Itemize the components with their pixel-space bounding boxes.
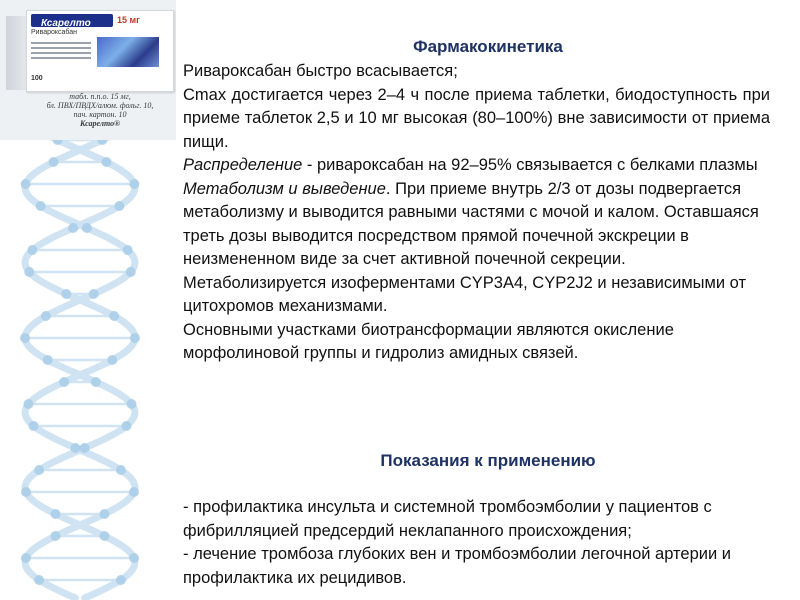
section-title-pharmacokinetics: Фармакокинетика bbox=[413, 37, 563, 56]
dna-bead bbox=[101, 157, 111, 167]
inn-label: Ривароксабан bbox=[31, 29, 78, 36]
box-front bbox=[26, 10, 174, 92]
dna-bead bbox=[129, 553, 139, 563]
distribution-paragraph bbox=[183, 154, 770, 178]
brand-bar bbox=[31, 14, 113, 27]
dna-bead bbox=[34, 575, 44, 585]
box-caption-line: табл. п.п.о. 15 мг, bbox=[69, 92, 131, 101]
indication-item: - лечение тромбоза глубоких вен и тромбоэмболии легочной артерии и профилактика их рецидивов. bbox=[183, 545, 731, 587]
pharmacokinetics-text bbox=[183, 60, 770, 366]
brand-name: Ксарелто bbox=[41, 18, 91, 29]
section-title-indications: Показания к применению bbox=[380, 451, 596, 470]
box-side bbox=[6, 16, 28, 90]
dna-bead bbox=[116, 575, 126, 585]
dna-bead bbox=[126, 267, 136, 277]
dna-bead bbox=[99, 531, 109, 541]
dna-bead bbox=[114, 201, 124, 211]
dna-bead bbox=[121, 421, 131, 431]
dna-bead bbox=[24, 267, 34, 277]
dna-bead bbox=[41, 311, 51, 321]
distribution-label: Распределение bbox=[183, 156, 303, 174]
dna-bead bbox=[130, 333, 140, 343]
dna-bead bbox=[68, 223, 78, 233]
metabolism-text: . При приеме внутрь 2/3 от дозы подвергается метаболизму и выводится равными частями с мочой и калом. Оставшаяся треть дозы выводится посредством прямой почечной экскреции в неизмененном виде за счет активной почечной секреции. bbox=[183, 179, 759, 268]
dna-bead bbox=[109, 311, 119, 321]
biotransformation-paragraph: Основными участками биотрансформации являются окисление морфолиновой группы и гидролиз амидных связей. bbox=[183, 320, 674, 362]
tablet-count: 100 bbox=[31, 75, 43, 82]
dna-bead bbox=[51, 509, 61, 519]
dna-bead bbox=[89, 289, 99, 299]
dna-bead bbox=[36, 201, 46, 211]
box-caption-line: Ксарелто® bbox=[79, 119, 121, 128]
dna-bead bbox=[49, 157, 59, 167]
dna-bead bbox=[29, 421, 39, 431]
dna-bead bbox=[129, 179, 139, 189]
dna-strand-2 bbox=[25, 130, 135, 598]
indication-item: - профилактика инсульта и системной тромбоэмболии у пациентов с фибрилляцией предсердий неклапанного происхождения; bbox=[183, 498, 712, 540]
dose-label: 15 мг bbox=[117, 15, 140, 25]
dna-bead bbox=[127, 399, 137, 409]
box-caption-line: пач. картон. 10 bbox=[73, 110, 127, 119]
dna-bead bbox=[123, 245, 133, 255]
indications-text bbox=[183, 496, 770, 590]
dna-bead bbox=[21, 553, 31, 563]
dna-bead bbox=[61, 289, 71, 299]
dna-bead bbox=[116, 465, 126, 475]
dna-bead bbox=[107, 355, 117, 365]
box-caption bbox=[34, 92, 166, 128]
absorption-line: Ривароксабан быстро всасывается; bbox=[183, 62, 458, 80]
dna-bead bbox=[91, 377, 101, 387]
dna-bead bbox=[129, 487, 139, 497]
cmax-paragraph: Cmax достигается через 2–4 ч после приема таблетки, биодоступность при приеме таблеток 2,5 и 10 мг высокая (80–100%) вне зависимости от приема пищи. bbox=[183, 85, 770, 151]
dna-bead bbox=[59, 377, 69, 387]
dna-bead bbox=[21, 487, 31, 497]
dna-bead bbox=[34, 465, 44, 475]
box-caption-line: бл. ПВХ/ПВДХ/алюм. фольг. 10, bbox=[46, 101, 154, 110]
dna-bead bbox=[21, 179, 31, 189]
dna-bead bbox=[43, 355, 53, 365]
dna-bead bbox=[51, 531, 61, 541]
enzymes-paragraph: Метаболизируется изоферментами CYP3A4, CYP2J2 и независимыми от цитохромов механизмами. bbox=[183, 273, 747, 315]
distribution-text: - ривароксабан на 92–95% связывается с белками плазмы bbox=[302, 156, 758, 174]
dna-bead bbox=[23, 399, 33, 409]
dna-bead bbox=[80, 443, 90, 453]
product-box-image bbox=[0, 0, 176, 140]
dna-bead bbox=[70, 443, 80, 453]
dna-bead bbox=[82, 223, 92, 233]
content-panel bbox=[176, 32, 800, 600]
box-fine-print bbox=[31, 39, 91, 62]
dna-bead bbox=[27, 245, 37, 255]
dna-bead bbox=[99, 509, 109, 519]
metabolism-paragraph bbox=[183, 178, 770, 272]
dna-bead bbox=[20, 333, 30, 343]
box-graphic bbox=[97, 37, 159, 67]
metabolism-label: Метаболизм и выведение bbox=[183, 179, 386, 198]
